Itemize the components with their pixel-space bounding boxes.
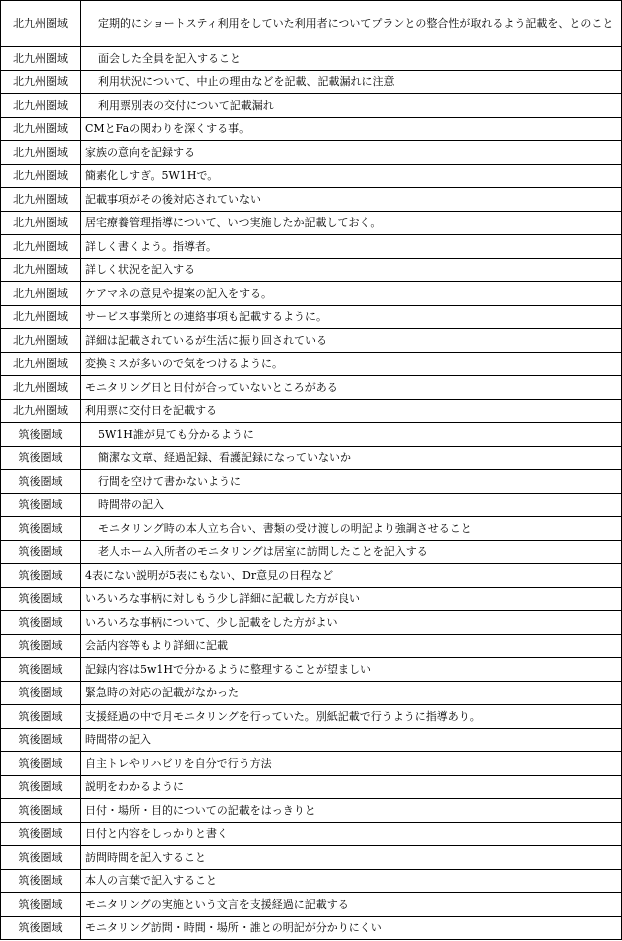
comment-cell: 自主トレやリハビリを自分で行う方法 [81, 752, 622, 776]
region-cell: 北九州圏域 [1, 211, 81, 235]
table-row [1, 352, 622, 376]
region-cell: 北九州圏域 [1, 235, 81, 259]
region-cell: 北九州圏域 [1, 305, 81, 329]
region-cell: 筑後圏域 [1, 493, 81, 517]
comment-cell: 説明をわかるように [81, 775, 622, 799]
table-row [1, 893, 622, 917]
region-cell: 筑後圏域 [1, 869, 81, 893]
region-cell: 筑後圏域 [1, 540, 81, 564]
comment-cell: 時間帯の記入 [81, 493, 622, 517]
table-row [1, 775, 622, 799]
comment-cell: モニタリング日と日付が合っていないところがある [81, 376, 622, 400]
table-row [1, 258, 622, 282]
comment-cell: 家族の意向を記録する [81, 141, 622, 165]
region-cell: 北九州圏域 [1, 117, 81, 141]
region-cell: 筑後圏域 [1, 634, 81, 658]
comment-cell: 本人の言葉で記入すること [81, 869, 622, 893]
region-cell: 筑後圏域 [1, 517, 81, 541]
table-row [1, 846, 622, 870]
region-cell: 筑後圏域 [1, 564, 81, 588]
table-row [1, 681, 622, 705]
region-cell: 北九州圏域 [1, 47, 81, 71]
region-cell: 筑後圏域 [1, 611, 81, 635]
comment-cell: 変換ミスが多いので気をつけるように。 [81, 352, 622, 376]
table-row [1, 329, 622, 353]
comment-cell: 支援経過の中で月モニタリングを行っていた。別紙記載で行うように指導あり。 [81, 705, 622, 729]
table-row [1, 634, 622, 658]
table-row [1, 728, 622, 752]
region-cell: 筑後圏域 [1, 681, 81, 705]
table-row [1, 446, 622, 470]
region-cell: 筑後圏域 [1, 705, 81, 729]
comment-cell: サービス事業所との連絡事項も記載するように。 [81, 305, 622, 329]
comment-cell: 定期的にショートスティ利用をしていた利用者についてプランとの整合性が取れるよう記載を、とのこと [81, 1, 622, 47]
comment-cell: 詳細は記載されているが生活に振り回されている [81, 329, 622, 353]
region-cell: 筑後圏域 [1, 658, 81, 682]
region-cell: 北九州圏域 [1, 141, 81, 165]
region-cell: 筑後圏域 [1, 446, 81, 470]
region-cell: 北九州圏域 [1, 329, 81, 353]
region-cell: 筑後圏域 [1, 822, 81, 846]
region-cell: 北九州圏域 [1, 258, 81, 282]
comment-cell: 5W1H誰が見ても分かるように [81, 423, 622, 447]
table-row [1, 540, 622, 564]
comment-cell: モニタリング訪問・時間・場所・誰との明記が分かりにくい [81, 916, 622, 940]
comment-cell: 老人ホーム入所者のモニタリングは居室に訪問したことを記入する [81, 540, 622, 564]
comment-cell: いろいろな事柄に対しもう少し詳細に記載した方が良い [81, 587, 622, 611]
region-cell: 筑後圏域 [1, 470, 81, 494]
table-row [1, 117, 622, 141]
region-cell: 筑後圏域 [1, 775, 81, 799]
comment-cell: 面会した全員を記入すること [81, 47, 622, 71]
table-row [1, 282, 622, 306]
comment-cell: 日付・場所・目的についての記載をはっきりと [81, 799, 622, 823]
comment-cell: モニタリングの実施という文言を支援経過に記載する [81, 893, 622, 917]
table-row [1, 1, 622, 47]
comment-cell: 簡素化しすぎ。5W1Hで。 [81, 164, 622, 188]
region-cell: 北九州圏域 [1, 94, 81, 118]
region-cell: 北九州圏域 [1, 70, 81, 94]
comment-cell: 利用票に交付日を記載する [81, 399, 622, 423]
table-row [1, 399, 622, 423]
table-row [1, 587, 622, 611]
table-row [1, 305, 622, 329]
region-cell: 筑後圏域 [1, 916, 81, 940]
comment-cell: 簡潔な文章、経過記録、看護記録になっていないか [81, 446, 622, 470]
comment-cell: 訪問時間を記入すること [81, 846, 622, 870]
comment-cell: 記録内容は5w1Hで分かるように整理することが望ましい [81, 658, 622, 682]
feedback-table-body [1, 1, 622, 940]
table-row [1, 658, 622, 682]
region-cell: 北九州圏域 [1, 282, 81, 306]
comment-cell: 利用状況について、中止の理由などを記載、記載漏れに注意 [81, 70, 622, 94]
table-row [1, 493, 622, 517]
table-row [1, 869, 622, 893]
comment-cell: 記載事項がその後対応されていない [81, 188, 622, 212]
comment-cell: 緊急時の対応の記載がなかった [81, 681, 622, 705]
table-row [1, 188, 622, 212]
table-row [1, 423, 622, 447]
comment-cell: ケアマネの意見や提案の記入をする。 [81, 282, 622, 306]
region-cell: 筑後圏域 [1, 587, 81, 611]
table-row [1, 94, 622, 118]
comment-cell: 日付と内容をしっかりと書く [81, 822, 622, 846]
table-row [1, 799, 622, 823]
comment-cell: 居宅療養管理指導について、いつ実施したか記載しておく。 [81, 211, 622, 235]
table-row [1, 235, 622, 259]
region-cell: 北九州圏域 [1, 399, 81, 423]
comment-cell: いろいろな事柄について、少し記載をした方がよい [81, 611, 622, 635]
comment-cell: 行間を空けて書かないように [81, 470, 622, 494]
region-cell: 北九州圏域 [1, 352, 81, 376]
comment-cell: 会話内容等もより詳細に記載 [81, 634, 622, 658]
table-row [1, 916, 622, 940]
table-row [1, 70, 622, 94]
region-cell: 筑後圏域 [1, 752, 81, 776]
region-cell: 筑後圏域 [1, 799, 81, 823]
region-cell: 北九州圏域 [1, 376, 81, 400]
comment-cell: 詳しく書くよう。指導者。 [81, 235, 622, 259]
table-row [1, 211, 622, 235]
region-cell: 北九州圏域 [1, 164, 81, 188]
comment-cell: 時間帯の記入 [81, 728, 622, 752]
table-row [1, 164, 622, 188]
region-cell: 北九州圏域 [1, 1, 81, 47]
table-row [1, 47, 622, 71]
comment-cell: 利用票別表の交付について記載漏れ [81, 94, 622, 118]
table-row [1, 376, 622, 400]
table-row [1, 470, 622, 494]
table-row [1, 564, 622, 588]
comment-cell: 詳しく状況を記入する [81, 258, 622, 282]
table-row [1, 705, 622, 729]
comment-cell: CMとFaの関わりを深くする事。 [81, 117, 622, 141]
table-row [1, 141, 622, 165]
region-cell: 筑後圏域 [1, 728, 81, 752]
comment-cell: モニタリング時の本人立ち合い、書類の受け渡しの明記より強調させること [81, 517, 622, 541]
region-cell: 北九州圏域 [1, 188, 81, 212]
comment-cell: 4表にない説明が5表にもない、Dr意見の日程など [81, 564, 622, 588]
region-cell: 筑後圏域 [1, 893, 81, 917]
table-row [1, 752, 622, 776]
table-row [1, 517, 622, 541]
table-row [1, 611, 622, 635]
region-cell: 筑後圏域 [1, 423, 81, 447]
table-row [1, 822, 622, 846]
region-cell: 筑後圏域 [1, 846, 81, 870]
